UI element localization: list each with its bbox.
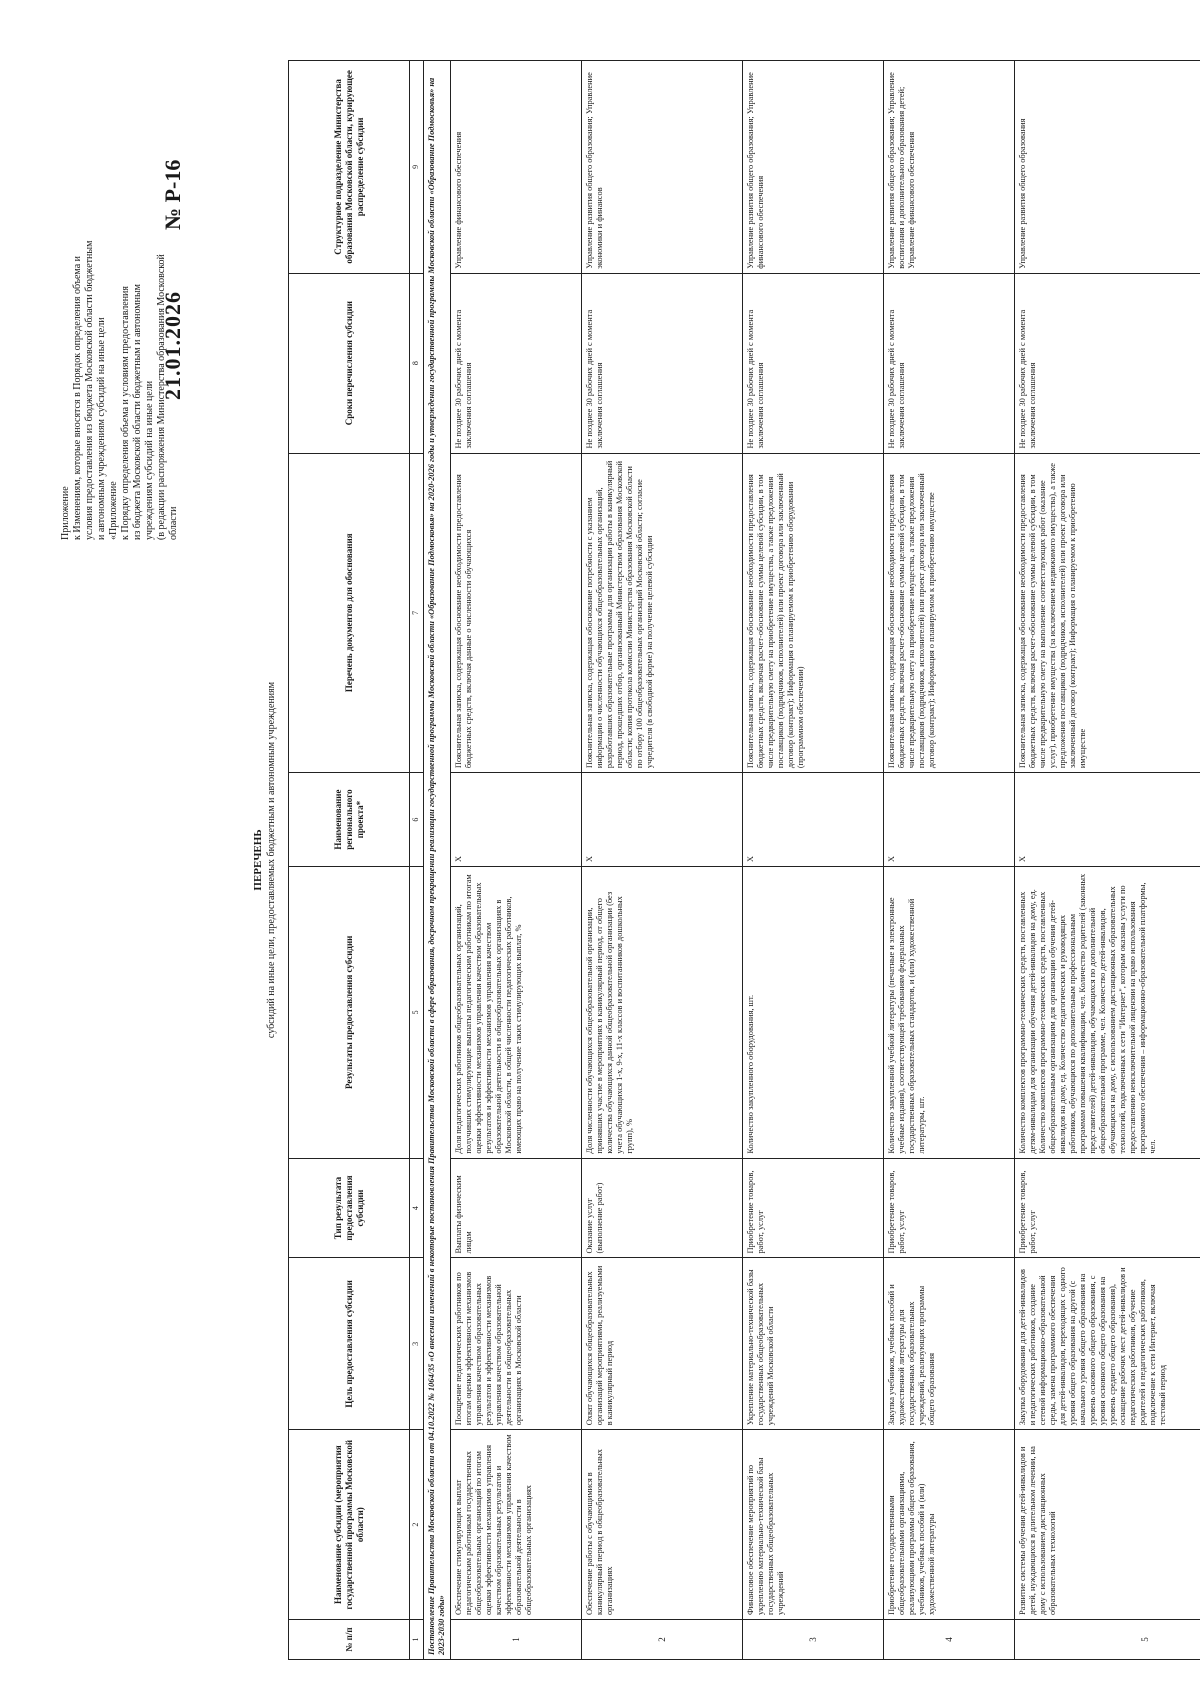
subsidy-name: Обеспечение работы с обучающимися в каникулярный период в общеобразовательных организациях bbox=[582, 1429, 742, 1619]
regional-project: X bbox=[743, 772, 883, 866]
department: Управление развития общего образования bbox=[1018, 118, 1027, 269]
subsidy-goal: Закупка оборудования для детей-инвалидов и педагогических работников, создание сетевой информационно-образовательной среды, замена программного обеспечения для детей-инвалидов, переходящих с одного уровня общего образования на другой (с начального уровня общего образования на уровень основного общего образования, с уровня основного общего образования на уровень среднего общего образования), оснащение рабочих мест детей-инвалидов и педагогических работников, обучение родителей и педагогических работников, подключение к сети Интернет, включая тестовый период bbox=[1015, 1258, 1200, 1430]
subsidy-table bbox=[288, 60, 1200, 1660]
section-title-row bbox=[424, 61, 451, 1659]
transfer-term: Не позднее 30 рабочих дней с момента заключения соглашения bbox=[1015, 273, 1200, 453]
heading-line: из бюджета Московской области бюджетным и автономным bbox=[132, 283, 143, 540]
subsidy-goal: Поощрение педагогических работников по итогам оценки эффективности механизмов управления качеством образовательных результатов и эффективности механизмов управления качеством образовательной деятельности в общеобразовательных организациях в Московской области bbox=[451, 1258, 581, 1430]
transfer-term: Не позднее 30 рабочих дней с момента заключения соглашения bbox=[451, 273, 581, 453]
row-number: 3 bbox=[743, 1619, 883, 1659]
document-subtitle: субсидий на иные цели, предоставляемых бюджетным и автономным учреждениям bbox=[266, 681, 277, 1039]
column-header: Тип результата предоставления субсидии bbox=[289, 1158, 409, 1258]
heading-line: учреждениям субсидий на иные цели bbox=[144, 380, 155, 540]
column-number: 5 bbox=[410, 866, 423, 1158]
column-number: 7 bbox=[410, 453, 423, 773]
regional-project: X bbox=[451, 772, 581, 866]
justification-docs: Пояснительная записка, содержащая обоснование необходимости предоставления бюджетных средств, включая расчет-обоснование суммы целевой субсидии, в том числе предварительную смету на приобретение имущества, а также предложения поставщиков (подрядчиков, исполнителей) или проект договора или заключенный договор (контракт); Информация о планируемом к приобретению оборудовании (программном обеспечении) bbox=[743, 453, 883, 773]
column-header: Перечень документов для обоснования bbox=[289, 453, 409, 773]
transfer-term: Не позднее 30 рабочих дней с момента заключения соглашения bbox=[743, 273, 883, 453]
column-number: 8 bbox=[410, 273, 423, 453]
heading-line: к Изменениям, которые вносятся в Порядок определения объема и bbox=[72, 256, 83, 540]
justification-docs: Пояснительная записка, содержащая обоснование необходимости предоставления бюджетных средств, включая данные о численности обучающихся bbox=[451, 453, 581, 773]
column-header: Сроки перечисления субсидии bbox=[289, 273, 409, 453]
row-number: 1 bbox=[451, 1619, 581, 1659]
result-type: Приобретение товаров, работ, услуг bbox=[743, 1158, 883, 1258]
landscape-sheet bbox=[40, 60, 1167, 1660]
subsidy-name: Обеспечение стимулирующих выплат педагогическим работникам государственных общеобразовательных организаций по итогам оценки эффективности механизмов управления качеством образовательных результатов и эффективности механизмов управления качеством образовательной деятельности в общеобразовательных организациях bbox=[451, 1429, 581, 1619]
order-number bbox=[160, 160, 186, 230]
table-row bbox=[451, 61, 582, 1659]
order-date: 21.01.2026 bbox=[160, 291, 185, 400]
subsidy-goal: Закупка учебников, учебных пособий и художественной литературы для государственных образовательных учреждений, реализующих программы общего образования bbox=[884, 1258, 1014, 1430]
subsidy-result: Количество закупленной учебной литературы (печатные и электронные учебные издания), соответствующей требованиям федеральных государственных образовательных стандартов, и (или) художественной литературы, шт. bbox=[884, 866, 1014, 1158]
column-number: 6 bbox=[410, 772, 423, 866]
row-number: 5 bbox=[1015, 1619, 1200, 1659]
column-header: Структурное подразделение Министерства образования Московской области, курирующее распределение субсидии bbox=[332, 70, 365, 264]
column-header: Наименование субсидии (мероприятия государственной программы Московской области) bbox=[289, 1429, 409, 1619]
table-row bbox=[884, 61, 1015, 1659]
subsidy-result: Доля численности обучающихся общеобразовательной организации, принявших участие в мероприятиях в каникулярный период, от общего количества обучающихся данной общеобразовательной организации (без учета обучающихся 1-х, 9-х, 11-х классов и воспитанников дошкольных групп), % bbox=[582, 866, 742, 1158]
column-number: 2 bbox=[410, 1429, 423, 1619]
department: Управление развития общего образования; Управление экономики и финансов bbox=[585, 72, 604, 269]
justification-docs: Пояснительная записка, содержащая обоснование необходимости предоставления бюджетных средств, включая расчет-обоснование суммы целевой субсидии, в том числе предварительную смету на приобретение имущества, а также предложения поставщиков (подрядчиков, исполнителей) или проект договора или заключенный договор (контракт); Информация о планируемом к приобретению имуществе bbox=[884, 453, 1014, 773]
column-header: Цель предоставления субсидии bbox=[289, 1258, 409, 1430]
department: Управление развития общего образования; Управление воспитания и дополнительного образования детей; Управление финансового обеспечения bbox=[887, 72, 916, 269]
subsidy-name: Развитие системы обучения детей-инвалидов и детей, нуждающихся в длительном лечении, на дому с использованием дистанционных образовательных технологий bbox=[1015, 1429, 1200, 1619]
column-number: 3 bbox=[410, 1258, 423, 1430]
column-header: Наименование регионального проекта* bbox=[289, 772, 409, 866]
table-row bbox=[582, 61, 743, 1659]
document-title: ПЕРЕЧЕНЬ bbox=[252, 829, 264, 891]
result-type: Приобретение товаров, работ, услуг bbox=[1015, 1158, 1200, 1258]
column-header: № п/п bbox=[289, 1619, 409, 1659]
number-sign: № bbox=[160, 207, 185, 230]
section-title: Постановление Правительства Московской области от 04.10.2022 № 1064/35 «О внесении изменений в некоторые постановления Правительства Московской области в сфере образования, досрочном прекращении реализации государственной программы Московской области «Образование Подмосковья» на 2020-2026 годы и утверждении государственной программы Московской области «Образование Подмосковья» на 2023-2030 годы» bbox=[427, 77, 446, 1655]
column-header: Результаты предоставления субсидии bbox=[289, 866, 409, 1158]
column-number: 4 bbox=[410, 1158, 423, 1258]
result-type: Оказание услуг (выполнение работ) bbox=[582, 1158, 742, 1258]
regional-project: X bbox=[1015, 772, 1200, 866]
department: Управление развития общего образования; Управление финансового обеспечения bbox=[746, 72, 765, 269]
justification-docs: Пояснительная записка, содержащая обоснование потребности с указанием информации о численности обучающихся общеобразовательных организаций, разработавших образовательные программы для организации работы в каникулярный период, прошедших отбор, организованный Министерством образования Московской области; копия протокола комиссии Министерства образования Московской области по отбору 100 общеобразовательных организаций Московской области; согласие учредителя (в свободной форме) на получение целевой субсидии bbox=[582, 453, 742, 773]
subsidy-result: Доля педагогических работников общеобразовательных организаций, получивших стимулирующие выплаты педагогическим работникам по итогам оценки эффективности механизмов управления качеством образовательных результатов и эффективности механизмов управления качеством образовательной деятельности в общеобразовательных организациях в Московской области, в общей численности педагогических работников, имеющих право на получение таких стимулирующих выплат, % bbox=[451, 866, 581, 1158]
subsidy-goal: Охват обучающихся общеобразовательных организаций мероприятиями, реализуемыми в каникулярный период bbox=[582, 1258, 742, 1430]
column-number-row bbox=[410, 61, 424, 1659]
heading-line: области bbox=[168, 506, 179, 540]
transfer-term: Не позднее 30 рабочих дней с момента заключения соглашения bbox=[884, 273, 1014, 453]
result-type: Выплаты физическим лицам bbox=[451, 1158, 581, 1258]
justification-docs: Пояснительная записка, содержащая обоснование необходимости предоставления бюджетных средств, включая расчет-обоснование суммы целевой субсидии, в том числе предварительную смету на выполнение соответствующих работ (оказание услуг), приобретение имущества (за исключением недвижимого имущества), а также предложения поставщиков (подрядчиков, исполнителей) или проект договора или заключенный договор (контракт); Информация о планируемом к приобретению имуществе bbox=[1015, 453, 1200, 773]
subsidy-name: Приобретение государственными общеобразовательными организациями, реализующими программы общего образования, учебников, учебных пособий и (или) художественной литературы bbox=[884, 1429, 1014, 1619]
column-number: 9 bbox=[411, 164, 420, 169]
heading-line: (в редакции распоряжения Министерства образования Московской bbox=[156, 254, 167, 540]
subsidy-name: Финансовое обеспечение мероприятий по укреплению материально-технической базы государственных общеобразовательных учреждений bbox=[743, 1429, 883, 1619]
row-number: 4 bbox=[884, 1619, 1014, 1659]
result-type: Приобретение товаров, работ, услуг bbox=[884, 1158, 1014, 1258]
heading-line: Приложение bbox=[60, 486, 71, 540]
regional-project: X bbox=[884, 772, 1014, 866]
number-value: Р-16 bbox=[160, 159, 185, 203]
table-row bbox=[743, 61, 884, 1659]
heading-line: и автономным учреждениям субсидий на иные цели bbox=[96, 317, 107, 540]
subsidy-result: Количество комплектов программно-технических средств, поставленных детям-инвалидам для организации обучения детей-инвалидов на дому, ед. Количество комплектов программно-технических средств, поставленных общеобразовательным организациям для организации обучения детей-инвалидов на дому, ед. Количество педагогических и руководящих работников, обучающихся по дополнительным профессиональным программам повышения квалификации, чел. Количество родителей (законных представителей) детей-инвалидов, обучающихся по дополнительной общеобразовательной программе, чел. Количество детей-инвалидов, обучающихся на дому, с использованием дистанционных образовательных технологий, подключенных к сети "Интернет", которым оказаны услуги по предоставлению неисключительной лицензии на право использования программного обеспечения – информационно-образовательной платформы, чел. bbox=[1015, 866, 1200, 1158]
heading-line: «Приложение bbox=[108, 481, 119, 540]
heading-line: к Порядку определения объема и условиям предоставления bbox=[120, 285, 131, 540]
column-number: 1 bbox=[410, 1619, 423, 1659]
heading-line: условия предоставления из бюджета Московской области бюджетным bbox=[84, 240, 95, 540]
department: Управление финансового обеспечения bbox=[454, 131, 463, 269]
transfer-term: Не позднее 30 рабочих дней с момента заключения соглашения bbox=[582, 273, 742, 453]
row-number: 2 bbox=[582, 1619, 742, 1659]
regional-project: X bbox=[582, 772, 742, 866]
subsidy-result: Количество закупленного оборудования, шт. bbox=[743, 866, 883, 1158]
table-header-row bbox=[289, 61, 410, 1659]
subsidy-goal: Укрепление материально-технической базы государственных общеобразовательных учреждений Московской области bbox=[743, 1258, 883, 1430]
table-row bbox=[1015, 61, 1200, 1659]
